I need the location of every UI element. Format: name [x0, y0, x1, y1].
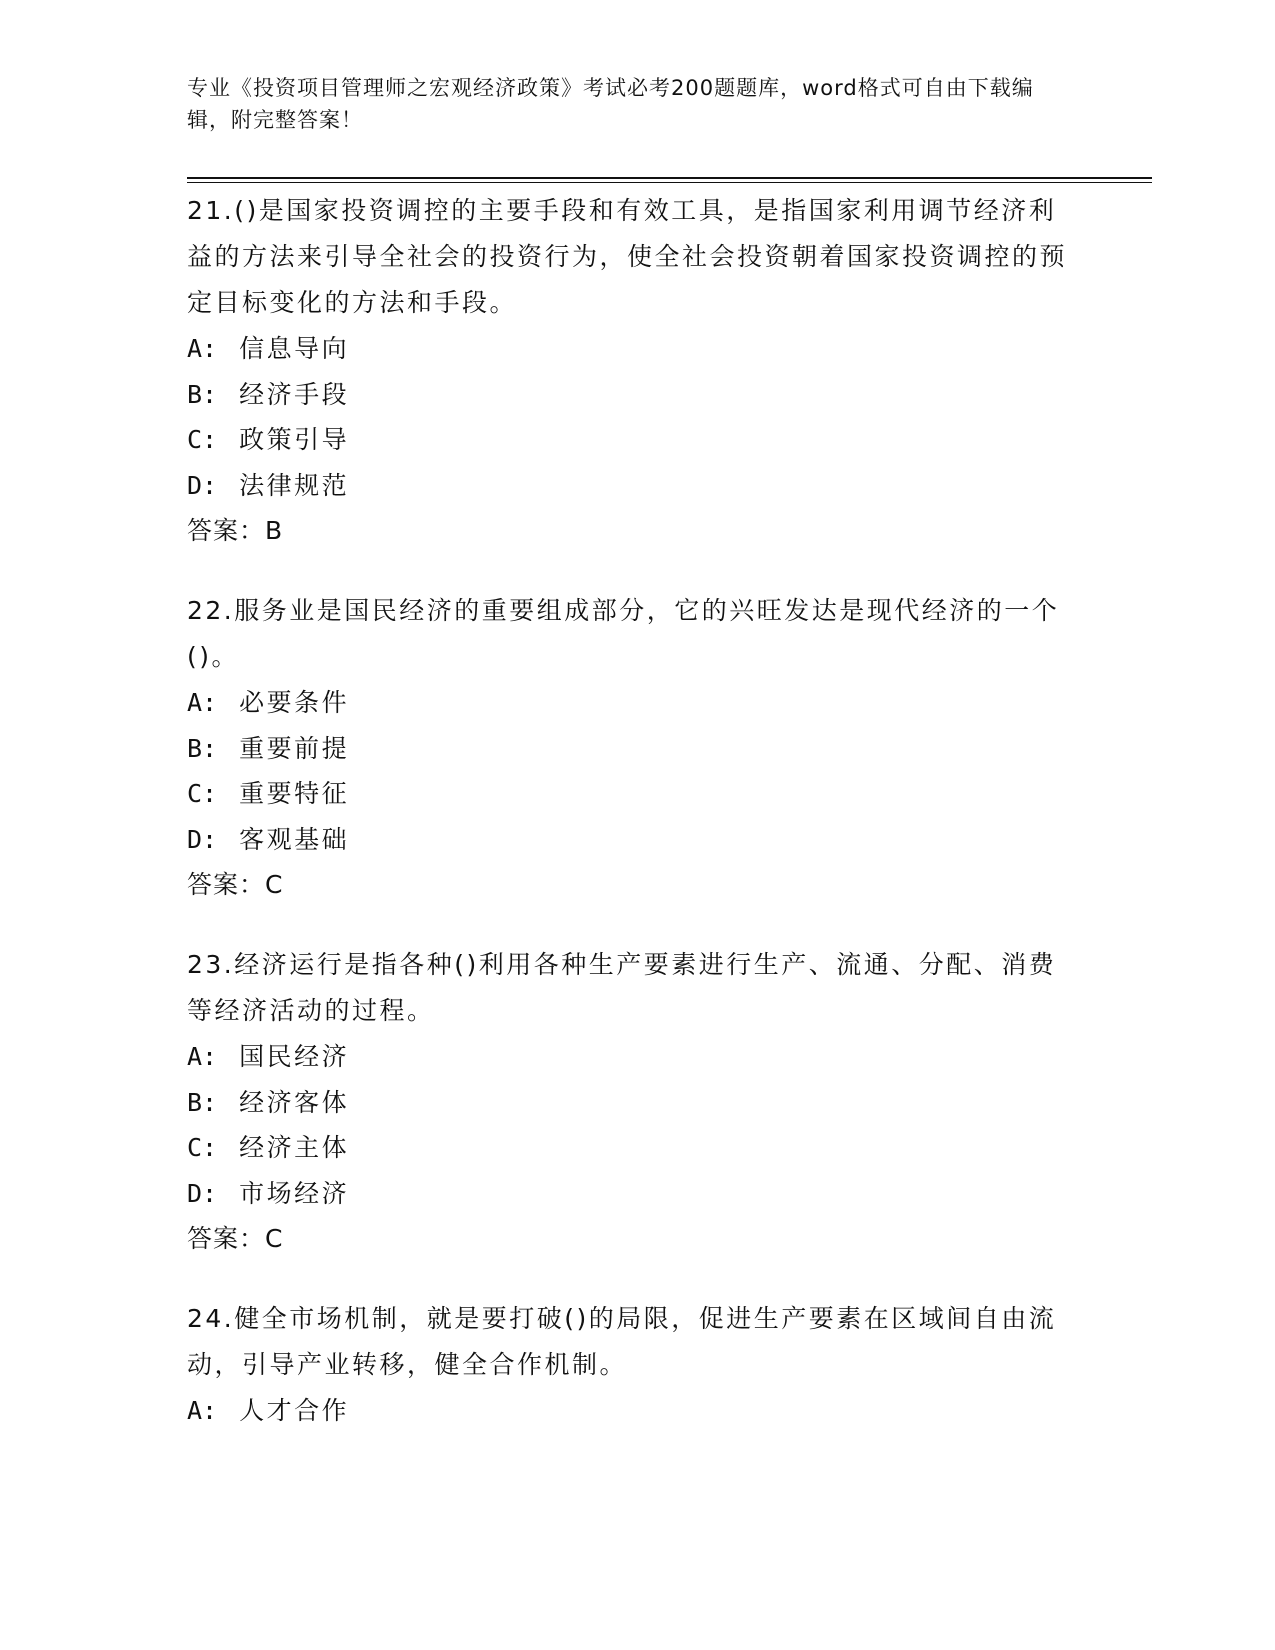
option-c	[187, 1125, 1082, 1171]
question-block	[187, 188, 1082, 554]
answer-label: 答案：	[187, 1224, 266, 1253]
option-letter: C:	[187, 1133, 218, 1162]
option-c	[187, 771, 1082, 817]
answer-label: 答案：	[187, 870, 266, 899]
answer-value: B	[265, 516, 284, 545]
question-block	[187, 588, 1082, 908]
question-list	[187, 188, 1082, 1468]
option-a	[187, 1388, 1082, 1434]
option-d	[187, 1171, 1082, 1217]
option-text: 政策引导	[239, 425, 350, 454]
option-letter: D:	[187, 1178, 218, 1208]
answer-label: 答案：	[187, 516, 266, 545]
option-letter: D:	[187, 470, 218, 500]
question-text: 21.()是国家投资调控的主要手段和有效工具，是指国家利用调节经济利益的方法来引导全社会的投资行为，使全社会投资朝着国家投资调控的预定目标变化的方法和手段。	[187, 196, 1068, 317]
answer-line	[187, 862, 1082, 908]
option-letter: A:	[187, 688, 218, 717]
option-b	[187, 372, 1082, 418]
document-intro: 专业《投资项目管理师之宏观经济政策》考试必考200题题库，word格式可自由下载编辑，附完整答案！	[187, 76, 1034, 132]
answer-line	[187, 1216, 1082, 1262]
answer-value: C	[265, 870, 284, 899]
option-d	[187, 463, 1082, 509]
option-c	[187, 417, 1082, 463]
header-divider-thick	[187, 177, 1152, 179]
option-letter: B:	[187, 1087, 218, 1117]
option-text: 信息导向	[239, 334, 350, 363]
option-letter: A:	[187, 1042, 218, 1071]
option-letter: B:	[187, 379, 218, 409]
answer-line	[187, 508, 1082, 554]
option-letter: C:	[187, 779, 218, 808]
option-letter: A:	[187, 334, 218, 363]
option-text: 重要特征	[239, 779, 350, 808]
option-text: 客观基础	[239, 824, 350, 854]
option-text: 重要前提	[239, 733, 350, 763]
option-b	[187, 1080, 1082, 1126]
question-text: 24.健全市场机制，就是要打破()的局限，促进生产要素在区域间自由流动，引导产业转移，健全合作机制。	[187, 1304, 1057, 1379]
option-a	[187, 326, 1082, 372]
option-text: 必要条件	[239, 688, 350, 717]
option-text: 经济主体	[239, 1133, 350, 1162]
answer-value: C	[265, 1224, 284, 1253]
option-text: 经济客体	[239, 1087, 350, 1117]
option-b	[187, 726, 1082, 772]
option-text: 市场经济	[239, 1178, 350, 1208]
option-letter: C:	[187, 425, 218, 454]
option-letter: A:	[187, 1396, 218, 1425]
option-d	[187, 817, 1082, 863]
header-divider-thin	[187, 182, 1152, 183]
question-block	[187, 942, 1082, 1262]
option-text: 人才合作	[239, 1396, 350, 1425]
option-letter: B:	[187, 733, 218, 763]
option-text: 法律规范	[239, 470, 350, 500]
question-text: 22.服务业是国民经济的重要组成部分，它的兴旺发达是现代经济的一个()。	[187, 596, 1060, 671]
option-a	[187, 1034, 1082, 1080]
question-block	[187, 1296, 1082, 1434]
question-text: 23.经济运行是指各种()利用各种生产要素进行生产、流通、分配、消费等经济活动的过程。	[187, 950, 1057, 1025]
option-text: 经济手段	[239, 379, 350, 409]
option-a	[187, 680, 1082, 726]
option-letter: D:	[187, 824, 218, 854]
option-text: 国民经济	[239, 1042, 350, 1071]
